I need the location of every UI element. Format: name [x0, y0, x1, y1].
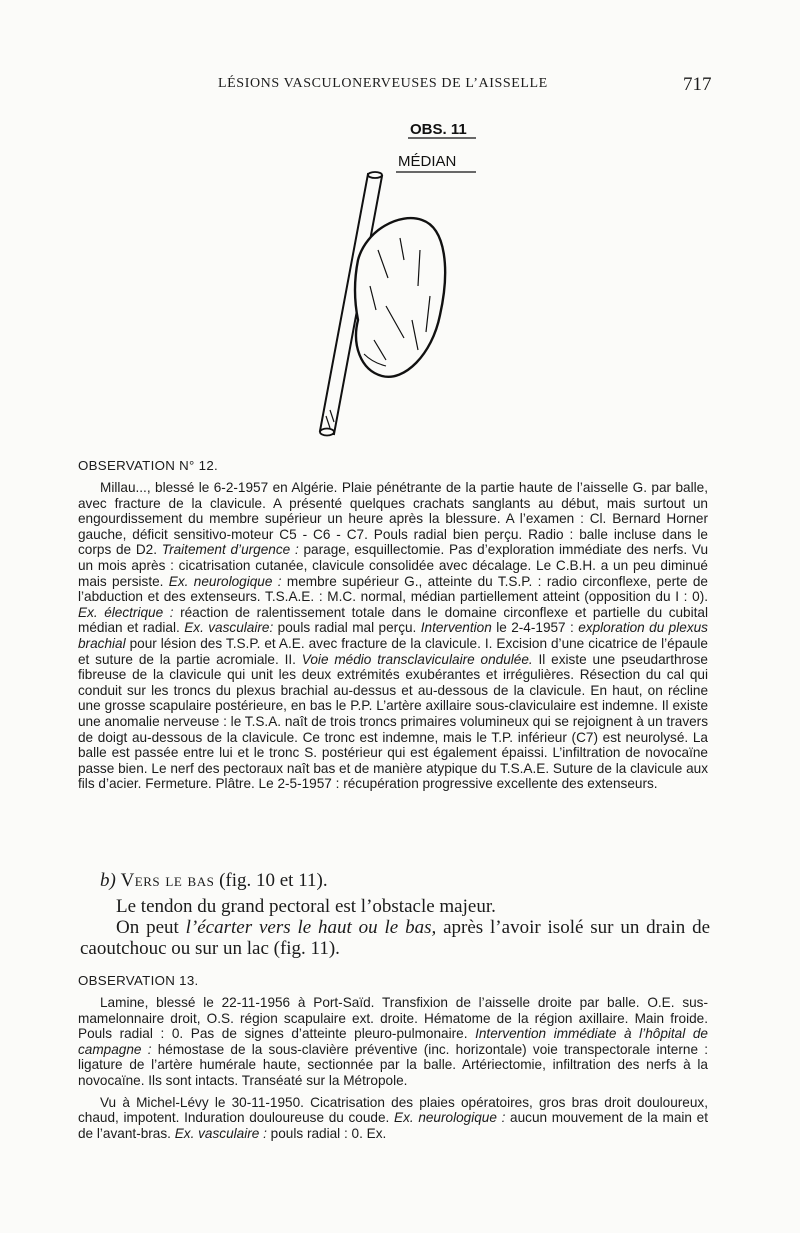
obs12-heading: OBSERVATION N° 12. [78, 458, 219, 473]
obs12-emph: exploration du plexus brachial [78, 620, 708, 651]
obs12-text: pouls radial mal perçu. [273, 620, 421, 636]
section-figure-ref: (fig. 10 et 11). [219, 870, 328, 891]
obs13-text: hémostase de la sous-clavière préventive (inc. horizontale) voie transpectorale interne : ligature de l’artère humérale haute, sectionnée par la balle. Artériectomie, infiltration des nerfs à la novocaïne. Ils sont intacts. Transéaté sur la Métropole. [78, 1041, 708, 1088]
obs12-emph: Ex. électrique : [78, 604, 174, 620]
obs13-paragraph [78, 995, 708, 1089]
section-text: après l’avoir isolé sur un drain de caoutchouc ou sur un lac (fig. 11). [80, 917, 711, 959]
obs12-emph: Traitement d’urgence : [161, 542, 299, 558]
obs13-text: Vu à Michel-Lévy le 30-11-1950. Cicatrisation des plaies opératoires, gros bras droit douloureux, chaud, impotent. Induration douloureuse du coude. [78, 1094, 708, 1126]
obs12-text: pour lésion des T.S.P. et A.E. avec fracture de la clavicule. I. Excision d’une cicatrice de l’épaule et suture de la partie acromiale. II. [78, 635, 708, 667]
obs13-text: Lamine, blessé le 22-11-1956 à Port-Saïd. Transfixion de l’aisselle droite par balle. O.E. sus-mamelonnaire droit, O.S. région scapulaire ext. droite. Hématome de la région axillaire. Main froide. Pouls radial : 0. Pas de signes d’atteinte pleuro-pulmonaire. [78, 995, 708, 1042]
obs12-emph: Ex. neurologique : [168, 573, 282, 589]
section-paragraph [80, 917, 710, 959]
obs13-body [78, 995, 708, 1141]
obs13-text: pouls radial : 0. Ex. [266, 1125, 387, 1141]
obs12-text: Millau..., blessé le 6-2-1957 en Algérie. Plaie pénétrante de la partie haute de l’aisselle G. par balle, avec fracture de la clavicule. A présenté quelques crachats sanglants au début, mais surtout un engourdissement du membre supérieur un heure après la blessure. A l’examen : Cl. Bernard Horner gauche, déficit sensitivo-moteur C5 - C6 - C7. Pouls radial bien perçu. Radio : balle incluse dans le corps de D2. [78, 480, 708, 558]
running-title: LÉSIONS VASCULONERVEUSES DE L’AISSELLE [218, 76, 548, 91]
obs13-emph: Intervention immédiate à l’hôpital de campagne : [78, 1026, 708, 1057]
median-nerve-drawing [300, 110, 500, 450]
obs12-text: réaction de ralentissement totale dans le domaine circonflexe et partielle du cubital médian et radial. [78, 604, 708, 636]
section-heading [100, 870, 328, 892]
obs12-text: le 2-4-1957 : [491, 620, 579, 636]
obs13-emph: Ex. neurologique : [394, 1110, 506, 1126]
page-number: 717 [683, 74, 712, 95]
section-paragraph: Le tendon du grand pectoral est l’obstacle majeur. [116, 896, 496, 917]
figure-caption-obs: OBS. 11 [410, 121, 467, 138]
obs12-emph: Intervention [420, 620, 492, 636]
section-letter: b) [100, 870, 116, 891]
figure-obs-11 [300, 110, 500, 450]
obs13-paragraph [78, 1095, 708, 1142]
running-head [0, 74, 800, 96]
section-title: Vers le bas [120, 870, 215, 891]
obs12-emph: Voie médio transclaviculaire ondulée. [301, 651, 533, 667]
section-text: On peut [116, 917, 186, 938]
neuroma [355, 218, 445, 377]
obs13-heading: OBSERVATION 13. [78, 973, 199, 988]
section-body [80, 896, 710, 959]
obs13-text: aucun mouvement de la main et de l’avant-bras. [78, 1110, 708, 1141]
obs12-emph: Ex. vasculaire: [184, 620, 274, 636]
section-emph: l’écarter vers le haut ou le bas, [185, 917, 437, 938]
obs12-paragraph [78, 480, 708, 792]
obs12-text: Il existe une pseudarthrose fibreuse de la clavicule qui unit les deux extrémités exubérantes et irrégulières. Résection du cal qui conduit sur les troncs du plexus brachial au-dessus et au-dessous de la clavicule. En haut, on récline une grosse scapulaire postérieure, en bas le P.P. L’artère axillaire sous-claviculaire est indemne. Il existe une anomalie nerveuse : le T.S.A. naît de trois troncs primaires volumineux qui se rejoignent à un travers de doigt au-dessous de la clavicule. Ce tronc est indemne, mais le T.P. inférieur (C7) est neurolysé. La balle est passée entre lui et le tronc S. postérieur qui est également épaissi. L’infiltration de novocaïne passe bien. Le nerf des pectoraux naît bas et de manière atypique du T.S.A.E. Suture de la clavicule aux fils d’acier. Fermeture. Plâtre. Le 2-5-1957 : récupération progressive excellente des extenseurs. [78, 651, 708, 792]
obs13-emph: Ex. vasculaire : [174, 1125, 267, 1141]
obs12-body [78, 480, 708, 792]
figure-caption-median: MÉDIAN [398, 153, 457, 170]
obs12-text: parage, esquillectomie. Pas d’exploration immédiate des nerfs. Vu un mois après : cicatrisation cutanée, clavicule consolidée avec décalage. Le C.B.H. a un peu diminué mais persiste. [78, 542, 709, 589]
obs12-text: membre supérieur G., atteinte du T.S.P. : radio circonflexe, perte de l’abduction et des extenseurs. T.S.A.E. : M.C. normal, médian partiellement atteint (opposition du I : 0). [78, 573, 708, 605]
